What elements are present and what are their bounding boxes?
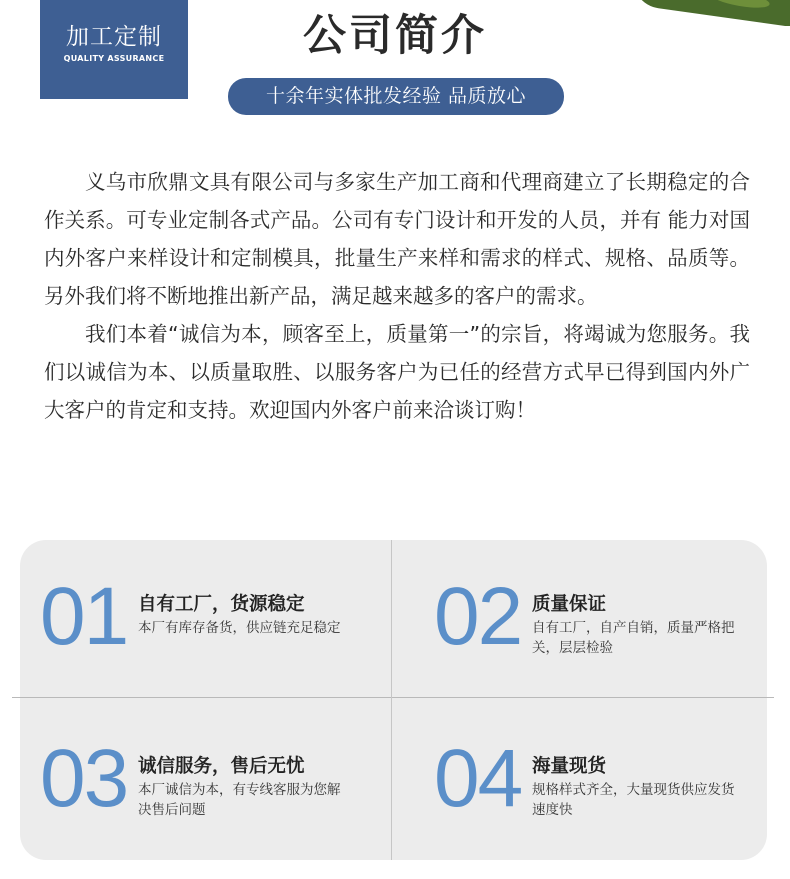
feature-heading: 质量保证 [532,594,607,615]
feature-description: 规格样式齐全，大量现货供应发货速度快 [532,782,735,818]
feature-number: 04 [434,733,522,824]
feature-heading: 自有工厂，货源稳定 [138,594,305,615]
feature-card [40,733,390,862]
intro-paragraph: 义乌市欣鼎文具有限公司与多家生产加工商和代理商建立了长期稳定的合作关系。可专业定制各式产品。公司有专门设计和开发的人员，并有 能力对国内外客户来样设计和定制模具，批量生产来样和需求的样式、规格、品质等。另外我们将不断地推出新产品，满足越来越多的客户的需求。 [44,170,750,308]
feature-card [434,571,784,700]
feature-heading: 诚信服务，售后无忧 [138,756,305,777]
section-title: 公司简介 [303,11,487,61]
tagline-pill: 十余年实体批发经验 品质放心 [228,78,564,115]
feature-number: 01 [40,571,128,662]
feature-card [40,571,390,700]
intro-paragraph: 我们本着“诚信为本，顾客至上，质量第一”的宗旨，将竭诚为您服务。我们以诚信为本、以质量取胜、以服务客户为已任的经营方式早已得到国内外广大客户的肯定和支持。欢迎国内外客户前来洽谈订购！ [44,322,750,422]
feature-card [434,733,784,862]
feature-number: 02 [434,571,522,662]
feature-description: 自有工厂，自产自销，质量严格把关，层层检验 [532,620,735,656]
badge-subtitle: QUALITY ASSURANCE [63,54,165,63]
divider-vertical [391,540,392,860]
feature-heading: 海量现货 [532,756,607,777]
feature-description: 本厂有库存备货，供应链充足稳定 [138,620,341,636]
feature-description: 本厂诚信为本，有专线客服为您解决售后问题 [138,782,341,818]
badge-title: 加工定制 [66,24,162,50]
feature-number: 03 [40,733,128,824]
company-intro [44,163,750,429]
